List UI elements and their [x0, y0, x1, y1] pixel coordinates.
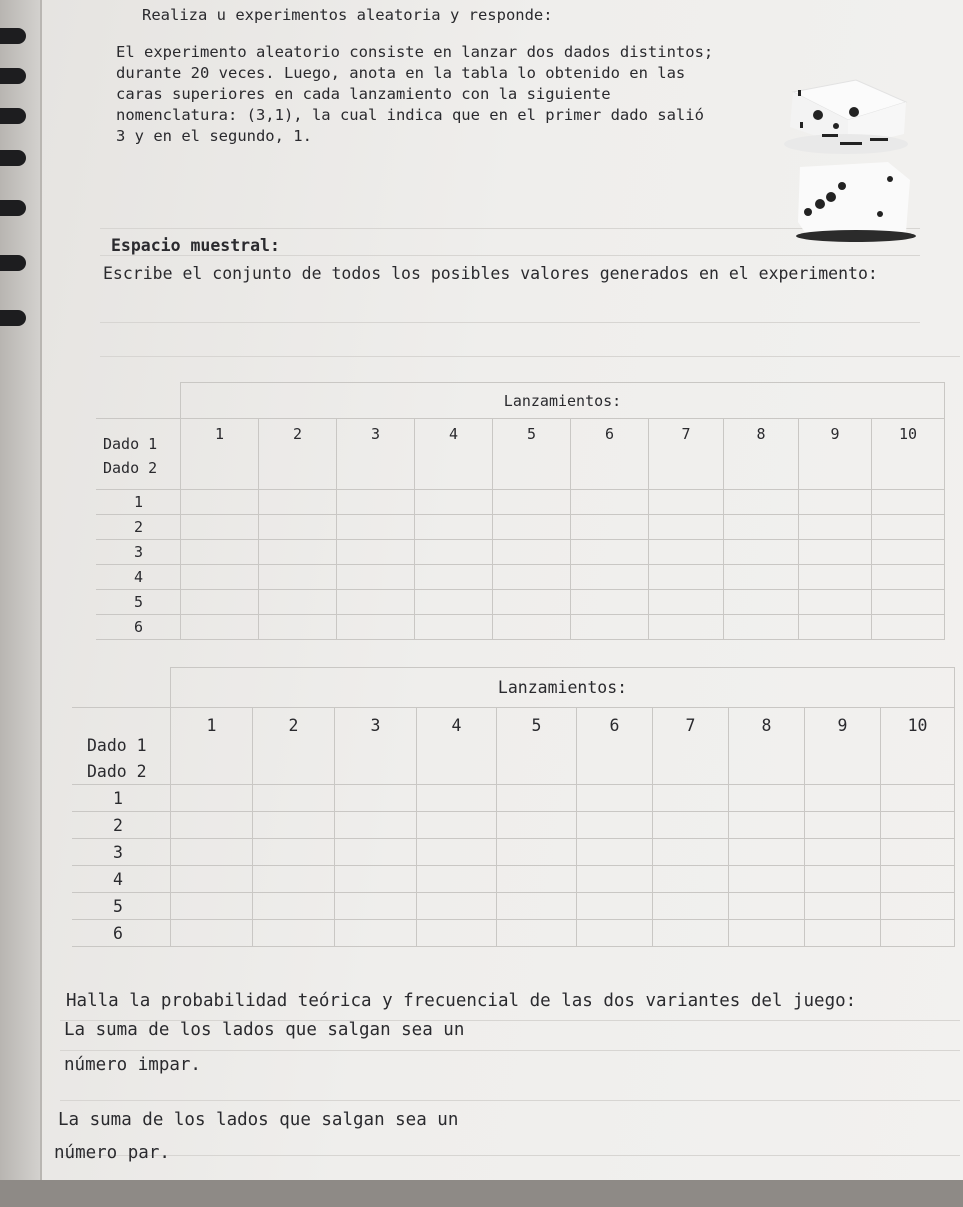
table-cell[interactable] — [335, 812, 417, 839]
table-cell[interactable] — [799, 615, 872, 640]
table-cell[interactable] — [653, 839, 729, 866]
table-cell[interactable] — [881, 785, 955, 812]
column-header: 9 — [799, 419, 872, 490]
column-header: 8 — [729, 708, 805, 785]
column-header: 10 — [872, 419, 945, 490]
table-cell[interactable] — [181, 615, 259, 640]
table-cell[interactable] — [259, 615, 337, 640]
row-label: 5 — [97, 590, 181, 615]
column-header: 3 — [335, 708, 417, 785]
table-cell[interactable] — [171, 785, 253, 812]
sample-space-prompt: Escribe el conjunto de todos los posibles valores generados en el experimento: — [103, 264, 878, 283]
table-cell[interactable] — [724, 565, 799, 590]
table-corner — [73, 708, 171, 785]
table-cell[interactable] — [649, 615, 724, 640]
table-cell[interactable] — [649, 515, 724, 540]
table-cell[interactable] — [171, 839, 253, 866]
table-cell[interactable] — [335, 839, 417, 866]
column-header: 9 — [805, 708, 881, 785]
table-cell[interactable] — [653, 785, 729, 812]
table-cell[interactable] — [724, 490, 799, 515]
table-cell[interactable] — [415, 590, 493, 615]
table-cell[interactable] — [337, 590, 415, 615]
throws-table-2 — [72, 667, 955, 947]
probability-title: Halla la probabilidad teórica y frecuencial de las dos variantes del juego: — [66, 991, 857, 1011]
table-cell[interactable] — [415, 540, 493, 565]
table-cell[interactable] — [415, 515, 493, 540]
sample-space-heading: Espacio muestral: — [111, 236, 280, 255]
table-cell[interactable] — [724, 515, 799, 540]
odd-question-line-1: La suma de los lados que salgan sea un — [64, 1020, 465, 1040]
column-header: 4 — [417, 708, 497, 785]
table-cell[interactable] — [497, 785, 577, 812]
table-cell[interactable] — [259, 590, 337, 615]
table-cell[interactable] — [181, 565, 259, 590]
table-cell[interactable] — [417, 785, 497, 812]
table-cell[interactable] — [729, 839, 805, 866]
row-label: 6 — [97, 615, 181, 640]
row-label: 6 — [73, 920, 171, 947]
table-cell[interactable] — [649, 540, 724, 565]
table-cell[interactable] — [799, 590, 872, 615]
table-cell[interactable] — [493, 540, 571, 565]
instruction-text: Realiza u experimentos aleatoria y responde: — [142, 6, 553, 24]
row-label: 3 — [97, 540, 181, 565]
table-cell[interactable] — [571, 515, 649, 540]
table-cell[interactable] — [417, 839, 497, 866]
table-cell[interactable] — [335, 893, 417, 920]
table-cell[interactable] — [181, 540, 259, 565]
column-header: 2 — [259, 419, 337, 490]
spiral-ring — [0, 255, 26, 271]
table-cell[interactable] — [881, 920, 955, 947]
table-cell[interactable] — [881, 893, 955, 920]
table-cell[interactable] — [259, 515, 337, 540]
table-cell[interactable] — [577, 785, 653, 812]
table-cell[interactable] — [577, 812, 653, 839]
table-cell[interactable] — [493, 615, 571, 640]
odd-question-line-2: número impar. — [64, 1055, 201, 1075]
table-cell[interactable] — [799, 490, 872, 515]
spiral-ring — [0, 68, 26, 84]
table-cell[interactable] — [653, 812, 729, 839]
table-cell[interactable] — [724, 615, 799, 640]
table-cell[interactable] — [493, 490, 571, 515]
row-label: 5 — [73, 893, 171, 920]
column-header: 5 — [493, 419, 571, 490]
table-cell[interactable] — [253, 920, 335, 947]
table-cell[interactable] — [805, 812, 881, 839]
table-cell[interactable] — [253, 893, 335, 920]
table-cell[interactable] — [253, 866, 335, 893]
row-header-dado-1: Dado 1 — [103, 435, 158, 453]
table-cell[interactable] — [649, 590, 724, 615]
table-cell[interactable] — [805, 839, 881, 866]
table-cell[interactable] — [335, 785, 417, 812]
row-label: 3 — [73, 839, 171, 866]
table-cell[interactable] — [571, 615, 649, 640]
table-cell[interactable] — [497, 812, 577, 839]
table-cell[interactable] — [493, 565, 571, 590]
row-label: 2 — [73, 812, 171, 839]
table-cell[interactable] — [493, 590, 571, 615]
table-cell[interactable] — [415, 565, 493, 590]
table-cell[interactable] — [259, 565, 337, 590]
table-cell[interactable] — [337, 565, 415, 590]
table-cell[interactable] — [872, 490, 945, 515]
table-title: Lanzamientos: — [171, 668, 955, 708]
table-cell[interactable] — [337, 540, 415, 565]
table-cell[interactable] — [337, 615, 415, 640]
table-cell[interactable] — [181, 490, 259, 515]
table-cell[interactable] — [497, 839, 577, 866]
row-header-dado-2: Dado 2 — [87, 762, 147, 781]
column-header: 5 — [497, 708, 577, 785]
table-cell[interactable] — [577, 839, 653, 866]
table-cell[interactable] — [337, 515, 415, 540]
table-cell[interactable] — [805, 920, 881, 947]
table-cell[interactable] — [881, 866, 955, 893]
table-cell[interactable] — [417, 920, 497, 947]
table-cell[interactable] — [259, 540, 337, 565]
table-cell[interactable] — [571, 490, 649, 515]
table-cell[interactable] — [571, 590, 649, 615]
table-cell[interactable] — [335, 920, 417, 947]
table-cell[interactable] — [493, 515, 571, 540]
table-cell[interactable] — [653, 866, 729, 893]
dice-icon — [778, 72, 918, 242]
spiral-ring — [0, 310, 26, 326]
table-cell[interactable] — [577, 866, 653, 893]
table-cell[interactable] — [653, 893, 729, 920]
table-cell[interactable] — [729, 893, 805, 920]
throws-table-1 — [96, 382, 945, 640]
table-cell[interactable] — [181, 590, 259, 615]
table-cell[interactable] — [724, 590, 799, 615]
table-cell[interactable] — [729, 785, 805, 812]
row-label: 2 — [97, 515, 181, 540]
table-cell[interactable] — [729, 920, 805, 947]
table-cell[interactable] — [417, 812, 497, 839]
column-header: 7 — [649, 419, 724, 490]
row-header-dado-2: Dado 2 — [103, 459, 158, 477]
column-header: 1 — [171, 708, 253, 785]
table-cell[interactable] — [335, 866, 417, 893]
table-cell[interactable] — [799, 515, 872, 540]
column-header: 2 — [253, 708, 335, 785]
table-cell[interactable] — [337, 490, 415, 515]
page-bottom-edge — [0, 1180, 963, 1207]
table-cell[interactable] — [577, 920, 653, 947]
table-cell[interactable] — [253, 839, 335, 866]
table-cell[interactable] — [805, 893, 881, 920]
table-corner — [97, 419, 181, 490]
table-cell[interactable] — [872, 590, 945, 615]
table-cell[interactable] — [171, 893, 253, 920]
table-cell[interactable] — [171, 812, 253, 839]
table-cell[interactable] — [171, 866, 253, 893]
spiral-ring — [0, 150, 26, 166]
table-cell[interactable] — [415, 490, 493, 515]
table-cell[interactable] — [649, 490, 724, 515]
table-cell[interactable] — [171, 920, 253, 947]
table-cell[interactable] — [415, 615, 493, 640]
column-header: 3 — [337, 419, 415, 490]
table-cell[interactable] — [805, 866, 881, 893]
table-cell[interactable] — [881, 812, 955, 839]
spiral-ring — [0, 200, 26, 216]
table-cell[interactable] — [799, 540, 872, 565]
row-header-dado-1: Dado 1 — [87, 736, 147, 755]
table-cell[interactable] — [653, 920, 729, 947]
table-cell[interactable] — [872, 540, 945, 565]
row-label: 4 — [73, 866, 171, 893]
spiral-ring — [0, 108, 26, 124]
column-header: 6 — [571, 419, 649, 490]
table-cell[interactable] — [872, 515, 945, 540]
table-cell[interactable] — [729, 866, 805, 893]
table-cell[interactable] — [577, 893, 653, 920]
table-cell[interactable] — [253, 812, 335, 839]
table-cell[interactable] — [259, 490, 337, 515]
even-question-line-2: número par. — [54, 1143, 170, 1163]
table-cell[interactable] — [571, 565, 649, 590]
table-cell[interactable] — [571, 540, 649, 565]
table-cell[interactable] — [497, 893, 577, 920]
table-cell[interactable] — [805, 785, 881, 812]
column-header: 10 — [881, 708, 955, 785]
column-header: 4 — [415, 419, 493, 490]
row-label: 4 — [97, 565, 181, 590]
experiment-description: El experimento aleatorio consiste en lanzar dos dados distintos; durante 20 veces. Luego, anota en la tabla lo obtenido en las caras superiores en cada lanzamiento con la siguiente nomenclatura: (3,1), la cual indica que en el primer dado salió 3 y en el segundo, 1. — [116, 43, 714, 145]
spiral-ring — [0, 28, 26, 44]
column-header: 8 — [724, 419, 799, 490]
table-cell[interactable] — [724, 540, 799, 565]
table-cell[interactable] — [497, 920, 577, 947]
column-header: 6 — [577, 708, 653, 785]
table-cell[interactable] — [872, 615, 945, 640]
table-cell[interactable] — [729, 812, 805, 839]
table-cell[interactable] — [417, 893, 497, 920]
table-cell[interactable] — [417, 866, 497, 893]
table-cell[interactable] — [497, 866, 577, 893]
row-label: 1 — [97, 490, 181, 515]
even-question-line-1: La suma de los lados que salgan sea un — [58, 1110, 459, 1130]
notebook-binding — [0, 0, 40, 1180]
table-cell[interactable] — [799, 565, 872, 590]
column-header: 1 — [181, 419, 259, 490]
table-cell[interactable] — [181, 515, 259, 540]
row-label: 1 — [73, 785, 171, 812]
table-cell[interactable] — [649, 565, 724, 590]
table-cell[interactable] — [881, 839, 955, 866]
table-cell[interactable] — [253, 785, 335, 812]
table-title: Lanzamientos: — [181, 383, 945, 419]
table-cell[interactable] — [872, 565, 945, 590]
column-header: 7 — [653, 708, 729, 785]
